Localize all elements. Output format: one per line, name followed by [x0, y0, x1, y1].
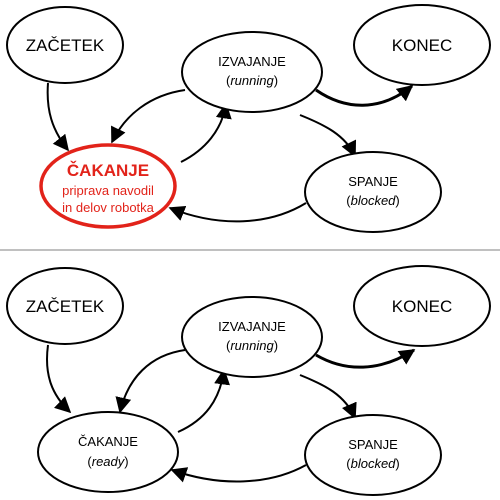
node-spanje-sublabel: (blocked) — [346, 456, 400, 471]
node-zacetek-label: ZAČETEK — [25, 36, 105, 55]
node-konec — [354, 266, 490, 346]
node-izvajanje — [182, 297, 322, 377]
edge-izvajanje-to-cakanje — [112, 90, 185, 142]
node-spanje — [305, 152, 441, 232]
node-spanje — [305, 415, 441, 495]
edge-izvajanje-to-spanje — [300, 115, 355, 156]
edge-zacetek-to-cakanje — [48, 83, 68, 150]
edge-zacetek-to-cakanje — [47, 345, 70, 412]
edge-cakanje-to-izvajanje — [181, 104, 226, 162]
node-zacetek — [7, 7, 123, 83]
node-izvajanje-label: IZVAJANJE — [218, 54, 286, 69]
node-cakanje-line2: in delov robotka — [62, 200, 154, 215]
edge-izvajanje-to-spanje — [300, 375, 355, 418]
node-izvajanje-sublabel: (running) — [225, 338, 279, 353]
edge-izvajanje-to-konec — [316, 86, 412, 105]
node-cakanje-highlighted — [41, 145, 175, 227]
edge-spanje-to-cakanje — [170, 203, 306, 221]
node-konec — [354, 5, 490, 85]
node-cakanje-sublabel: (ready) — [87, 454, 129, 469]
node-izvajanje — [182, 32, 322, 112]
node-izvajanje-sublabel: (running) — [225, 73, 279, 88]
bottom-diagram — [7, 266, 490, 495]
top-diagram — [7, 5, 490, 232]
node-cakanje — [38, 412, 178, 492]
node-konec-label: KONEC — [391, 297, 453, 316]
node-spanje-sublabel: (blocked) — [346, 193, 400, 208]
node-zacetek — [7, 268, 123, 344]
node-cakanje-label: ČAKANJE — [78, 434, 138, 449]
node-spanje-label: SPANJE — [348, 437, 398, 452]
node-cakanje-title: ČAKANJE — [66, 161, 150, 180]
edge-izvajanje-to-konec — [316, 350, 414, 367]
node-cakanje-line1: priprava navodil — [62, 183, 154, 198]
edge-cakanje-to-izvajanje — [178, 370, 224, 432]
node-konec-label: KONEC — [391, 36, 453, 55]
node-izvajanje-label: IZVAJANJE — [218, 319, 286, 334]
edge-izvajanje-to-cakanje — [120, 350, 185, 412]
node-spanje-label: SPANJE — [348, 174, 398, 189]
node-zacetek-label: ZAČETEK — [25, 297, 105, 316]
edge-spanje-to-cakanje — [172, 465, 306, 481]
